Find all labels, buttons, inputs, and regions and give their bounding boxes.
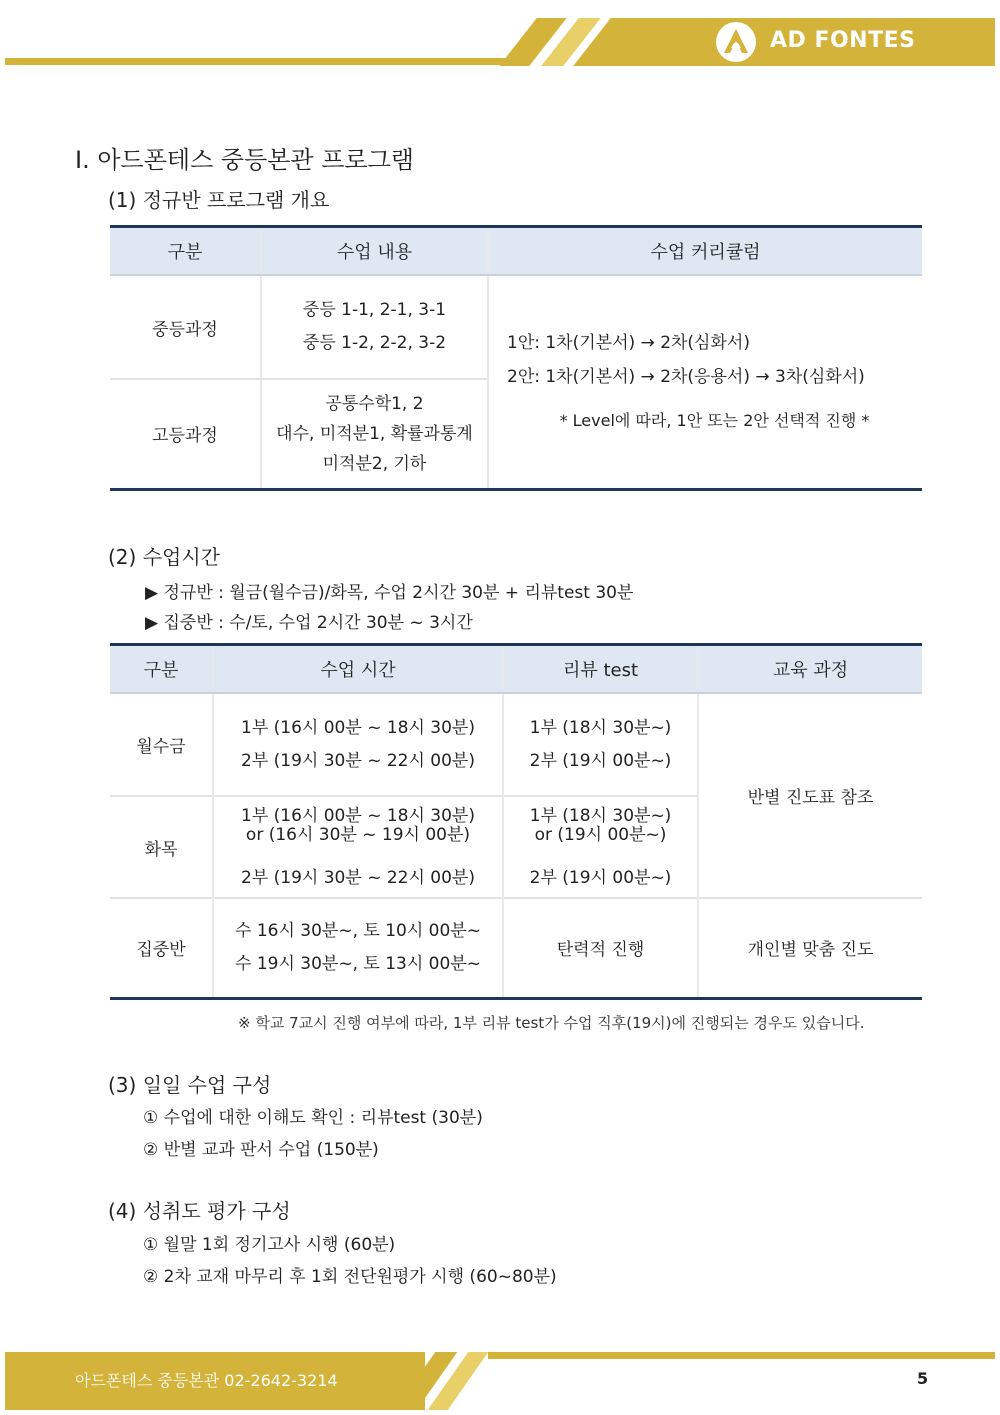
table-cell-review: 1부 (18시 30분~) or (19시 00분~) 2부 (19시 00분~): [503, 796, 698, 898]
curriculum-note: * Level에 따라, 1안 또는 2안 선택적 진행 *: [559, 410, 870, 430]
curriculum-plan-2: 2안: 1차(기본서) → 2차(응용서) → 3차(심화서): [507, 366, 865, 387]
table-header-cell: 교육 과정: [698, 645, 922, 694]
schedule-bullet: ▶ 집중반 : 수/토, 수업 2시간 30분 ~ 3시간: [145, 613, 473, 633]
table-cell-content: 공통수학1, 2 대수, 미적분1, 확률과통계 미적분2, 기하: [261, 379, 488, 489]
header-rule: [5, 58, 510, 65]
table-cell-category: 중등과정: [110, 275, 261, 379]
footer-contact: 아드폰테스 중등본관 02-2642-3214: [75, 1371, 338, 1390]
page-number: 5: [917, 1369, 929, 1388]
table-cell-times: 1부 (16시 00분 ~ 18시 30분) 2부 (19시 30분 ~ 22시 00분): [213, 693, 503, 796]
table-cell-course: 반별 진도표 참조: [747, 788, 874, 808]
section3-heading: (3) 일일 수업 구성: [108, 1073, 272, 1097]
list-item: ① 월말 1회 정기고사 시행 (60분): [143, 1235, 396, 1255]
schedule-footnote: ※ 학교 7교시 진행 여부에 따라, 1부 리뷰 test가 수업 직후(19시)에 진행되는 경우도 있습니다.: [238, 1014, 865, 1032]
brand-logo-icon: [716, 22, 756, 62]
list-item: ② 2차 교재 마무리 후 1회 전단원평가 시행 (60~80분): [143, 1267, 557, 1287]
table-header-cell: 리뷰 test: [503, 645, 698, 694]
brand-name: AD FONTES: [770, 28, 916, 53]
table-header-cell: 수업 시간: [213, 645, 503, 694]
table-header-cell: 구분: [110, 227, 261, 276]
list-item: ② 반별 교과 판서 수업 (150분): [143, 1140, 379, 1160]
curriculum-plan-1: 1안: 1차(기본서) → 2차(심화서): [507, 332, 750, 353]
footer-rule: [488, 1352, 995, 1359]
program-overview-table: [110, 225, 922, 491]
class-time-table: [110, 643, 922, 1000]
table-cell-content: 중등 1-1, 2-1, 3-1 중등 1-2, 2-2, 3-2: [261, 275, 488, 379]
table-cell-times: 수 16시 30분~, 토 10시 00분~ 수 19시 30분~, 토 13시 00분~: [213, 898, 503, 998]
table-cell-review: 1부 (18시 30분~) 2부 (19시 00분~): [503, 693, 698, 796]
curriculum-cell: [488, 275, 922, 489]
schedule-bullet: ▶ 정규반 : 월금(월수금)/화목, 수업 2시간 30분 + 리뷰test 30분: [145, 583, 634, 603]
page-title: I. 아드폰테스 중등본관 프로그램: [75, 146, 414, 174]
section2-heading: (2) 수업시간: [108, 545, 220, 569]
table-header-cell: 수업 커리큘럼: [488, 227, 922, 276]
section1-heading: (1) 정규반 프로그램 개요: [108, 188, 330, 212]
table-cell-times: 1부 (16시 00분 ~ 18시 30분) or (16시 30분 ~ 19시 00분) 2부 (19시 30분 ~ 22시 00분): [213, 796, 503, 898]
table-header-cell: 구분: [110, 645, 213, 694]
table-cell-category: 월수금: [110, 693, 213, 796]
section4-heading: (4) 성취도 평가 구성: [108, 1199, 291, 1223]
table-cell-review: 탄력적 진행: [503, 898, 698, 998]
list-item: ① 수업에 대한 이해도 확인 : 리뷰test (30분): [143, 1108, 483, 1128]
table-cell-category: 고등과정: [110, 379, 261, 489]
table-cell-category: 화목: [110, 796, 213, 898]
table-cell-category: 집중반: [110, 898, 213, 998]
table-header-cell: 수업 내용: [261, 227, 488, 276]
table-cell-course: 개인별 맞춤 진도: [698, 898, 922, 998]
